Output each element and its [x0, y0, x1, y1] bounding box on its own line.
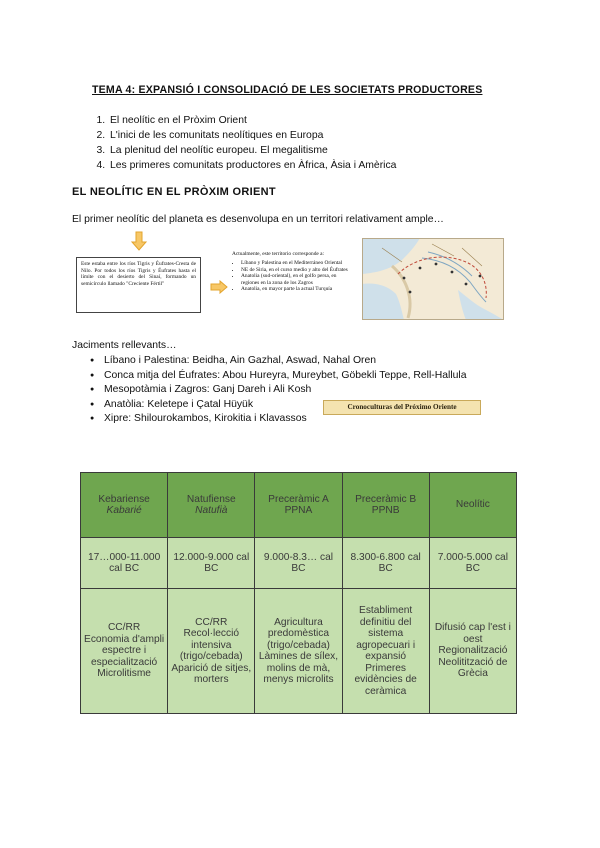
date-cell: 17…000-11.000 cal BC [81, 538, 168, 589]
territory-note-item: • NE de Siria, en el curso medio y alto del Éufrates [241, 267, 356, 273]
toc-item: 4. Les primeres comunitats productores en Àfrica, Àsia i Amèrica [108, 158, 396, 173]
date-cell: 12.000-9.000 cal BC [168, 538, 255, 589]
table-row-dates [81, 538, 517, 589]
culture-subname: PPNA [284, 505, 313, 516]
culture-name: Natufiense [186, 493, 236, 505]
section-heading: EL NEOLÍTIC EN EL PRÒXIM ORIENT [72, 186, 276, 198]
toc-item: 1. El neolític en el Pròxim Orient [108, 113, 396, 128]
territory-note-item: • Anatolia, en mayor parte la actual Turquía [241, 286, 356, 292]
culture-name: Kebariense [98, 493, 150, 505]
culture-subname: Kabarié [106, 505, 142, 516]
culture-name: Preceràmic A [268, 493, 329, 505]
table-header-row [81, 473, 517, 538]
territory-note-item: • Anatolia (sud-oriental), en el golfo persa, en regiones en la zona de los Zagros [241, 273, 356, 286]
table-of-contents [90, 113, 396, 173]
table-header-cell [81, 473, 168, 538]
table-header-cell [429, 473, 516, 538]
chronocultures-table [80, 472, 517, 714]
table-header-cell [168, 473, 255, 538]
site-item: ● Xipre: Shilourokambos, Kirokitia i Klavassos [104, 412, 467, 427]
toc-item: 2. L'inici de les comunitats neolítiques en Europa [108, 128, 396, 143]
site-item: ● Conca mitja del Éufrates: Abou Hureyra, Mureybet, Göbekli Teppe, Rell-Hallula [104, 369, 467, 384]
territory-notes-heading: Actualmente, este territorio corresponde a: [232, 251, 325, 257]
sites-heading: Jaciments rellevants… [72, 340, 177, 351]
intro-paragraph: El primer neolític del planeta es desenvolupa en un territori relativament ample… [72, 214, 444, 225]
site-item: ● Líbano i Palestina: Beidha, Ain Gazhal, Aswad, Nahal Oren [104, 354, 467, 369]
table-row-features [81, 589, 517, 714]
culture-name: Preceràmic B [355, 493, 417, 505]
date-cell: 7.000-5.000 cal BC [429, 538, 516, 589]
arrow-down-icon [130, 231, 148, 251]
site-item: ● Anatòlia: Keletepe i Çatal Hüyük [104, 398, 467, 413]
feature-cell: CC/RR Recol·lecció intensiva (trigo/cebada) Aparició de sitjes, morters [168, 589, 255, 714]
feature-cell: Establiment definitiu del sistema agropecuari i expansió Primeres evidències de ceràmica [342, 589, 429, 714]
near-east-map-image [362, 238, 504, 320]
date-cell: 8.300-6.800 cal BC [342, 538, 429, 589]
site-item: ● Mesopotàmia i Zagros: Ganj Dareh i Ali Kosh [104, 383, 467, 398]
culture-name: Neolític [455, 499, 490, 511]
territory-notes [232, 251, 356, 292]
territory-note-item: • Líbano y Palestina en el Mediterráneo Oriental [241, 260, 356, 266]
date-cell: 9.000-8.3… cal BC [255, 538, 342, 589]
fertile-crescent-note: Este estaba entre los ríos Tigris y Éufrates-Cresta de Nilo. Por todos los ríos Tigris y Éufrates hasta el límite con el desierto del Sinaí, formando un semicírculo llamado "Creciente Fértil" [76, 257, 201, 313]
culture-subname: PPNB [371, 505, 400, 516]
page-title: TEMA 4: EXPANSIÓ I CONSOLIDACIÓ DE LES SOCIETATS PRODUCTORES [92, 84, 483, 96]
sites-list [90, 354, 467, 427]
table-header-cell [255, 473, 342, 538]
feature-cell: CC/RR Economia d'ampli espectre i especialització Microlitisme [81, 589, 168, 714]
arrow-right-icon [210, 280, 228, 294]
feature-cell: Difusió cap l'est i oest Regionalització Neolitització de Grècia [429, 589, 516, 714]
chronocultures-label: Cronoculturas del Próximo Oriente [323, 400, 481, 415]
toc-item: 3. La plenitud del neolític europeu. El megalitisme [108, 143, 396, 158]
culture-subname: Natufià [195, 505, 228, 516]
feature-cell: Agricultura predomèstica (trigo/cebada) Làmines de sílex, molins de mà, menys microlits [255, 589, 342, 714]
table-header-cell [342, 473, 429, 538]
